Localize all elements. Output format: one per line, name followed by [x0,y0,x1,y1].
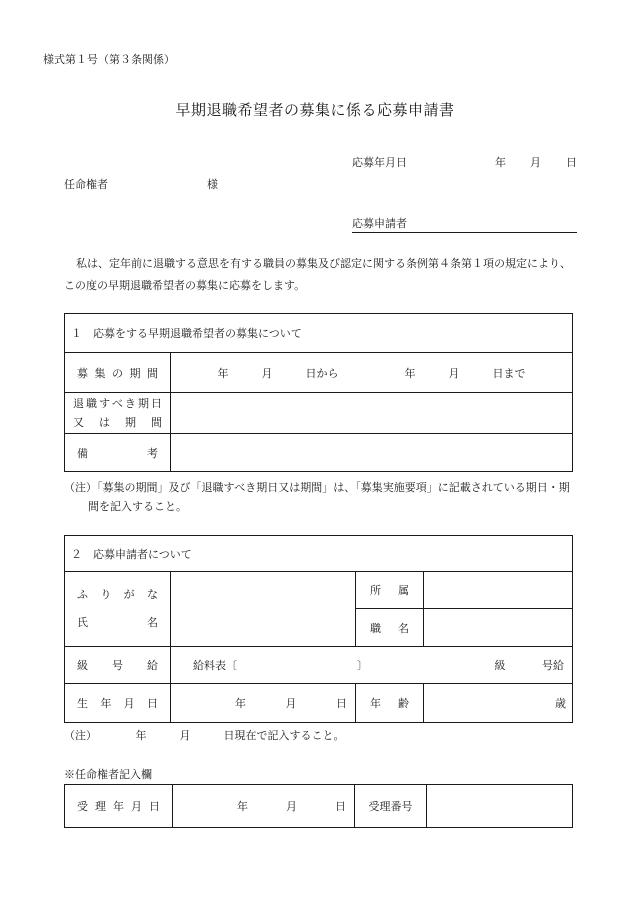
appointer-label: 任命権者 [64,178,108,191]
name-label: 氏名 [77,616,158,629]
grade-unit: 級 [494,659,506,672]
applicant-table [64,535,573,723]
intro-paragraph: 私は、定年前に退職する意思を有する職員の募集及び認定に関する条例第４条第１項の規定により、この度の早期退職希望者の募集に応募をします。 [64,257,571,292]
grade-label: 級号給 [77,659,158,672]
period-label: 募集の期間 [77,366,158,380]
application-date-label: 応募年月日 [352,156,407,169]
application-date-day: 日 [566,156,577,169]
affiliation-label: 所属 [370,584,409,597]
appointer-section-heading: ※任命権者記入欄 [64,768,152,781]
affiliation-label-cell [356,572,424,609]
received-year-unit: 年 [237,800,248,813]
applicant-signature-line[interactable] [352,215,577,233]
birth-value[interactable] [171,684,356,723]
period-value[interactable]: 年 月 日から 年 月 日まで [171,353,573,393]
section2-heading: ２ 応募申請者について [65,536,573,572]
position-value[interactable] [424,609,573,647]
remarks-label: 備考 [77,446,158,460]
retire-label-line1: 退職すべき期日 [73,397,162,410]
age-unit: 歳 [555,697,566,710]
retire-label-cell [65,393,171,434]
received-month-unit: 月 [286,800,297,813]
remarks-label-cell [65,434,171,472]
name-value[interactable] [171,572,356,647]
grade-value[interactable] [171,647,573,684]
receipt-no-label-cell [355,785,427,828]
honorific-sama: 様 [207,178,218,191]
grade-label-cell [65,647,171,684]
birth-label: 生年月日 [77,697,158,710]
name-label-cell [65,572,171,647]
document-title: 早期退職希望者の募集に係る応募申請書 [175,101,455,119]
application-date-month: 月 [530,156,541,169]
section1-note: （注）「募集の期間」及び「退職すべき期日又は期間」は、「募集実施要項」に記載されている期日・期間を記入すること。 [64,481,570,513]
step-unit: 号給 [542,659,564,672]
affiliation-value[interactable] [424,572,573,609]
received-day-unit: 日 [335,800,346,813]
received-label: 受理年月日 [77,800,160,813]
birth-month-unit: 月 [285,697,297,710]
position-label-cell [356,609,424,647]
birth-year-unit: 年 [235,697,246,710]
section1-heading: １ 応募をする早期退職希望者の募集について [65,314,573,353]
section2-note: （注） 年 月 日現在で記入すること。 [64,729,345,742]
age-value[interactable] [424,684,573,723]
applicant-label: 応募申請者 [352,217,407,230]
recruitment-table [64,313,573,472]
appointer-table [64,784,573,828]
birth-day-unit: 日 [336,697,347,710]
receipt-no-value[interactable] [427,785,573,828]
birth-label-cell [65,684,171,723]
position-label: 職名 [370,621,409,635]
retire-label-line2: 又は期間 [73,416,162,429]
period-label-cell [65,353,171,393]
retire-value[interactable] [171,393,573,434]
salary-table-close: 〕 [357,659,368,672]
received-label-cell [65,785,173,828]
form-number: 様式第１号（第３条関係） [43,53,175,66]
age-label-cell [356,684,424,723]
application-date-year: 年 [495,156,506,169]
remarks-value[interactable] [171,434,573,472]
receipt-no-label: 受理番号 [368,800,413,813]
furigana-label: ふりがな [77,588,158,601]
age-label: 年齢 [370,697,409,710]
received-value[interactable] [173,785,355,828]
salary-table-label: 給料表〔 [193,659,237,672]
